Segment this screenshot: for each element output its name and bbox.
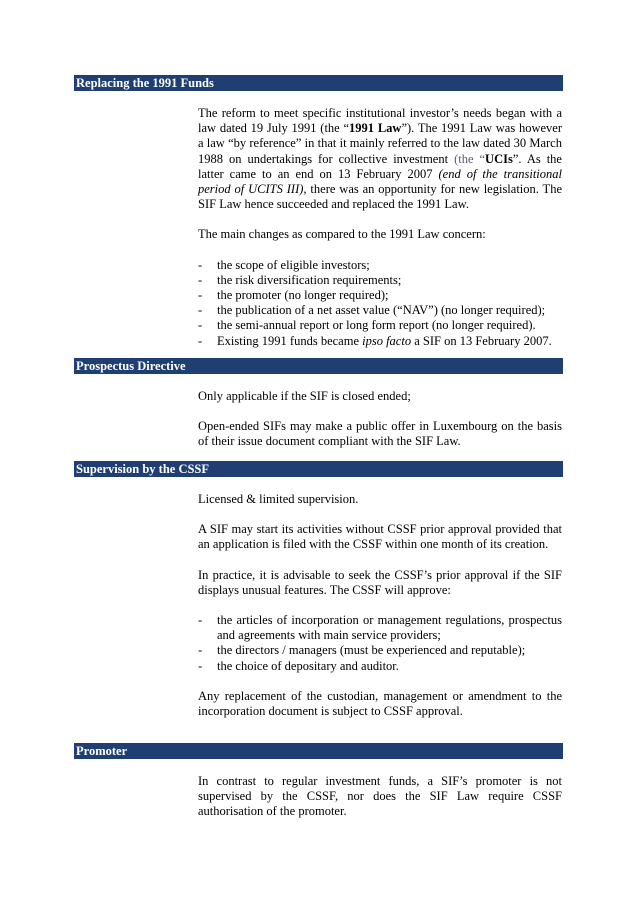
italic-note: (end of the transitional period of UCITS III) — [198, 166, 562, 197]
section-header-promoter: Promoter — [74, 743, 563, 759]
section-header-replacing-1991-funds: Replacing the 1991 Funds — [74, 75, 563, 91]
list-item: - the choice of depositary and auditor. — [198, 659, 562, 674]
section-body-promoter — [198, 774, 562, 820]
list-item: - the promoter (no longer required); — [198, 288, 562, 303]
text-run: (the “ — [454, 151, 486, 166]
list-item — [198, 334, 562, 349]
paragraph: Open-ended SIFs may make a public offer in Luxembourg on the basis of their issue document compliant with the SIF Law. — [198, 419, 562, 449]
list-item: - the directors / managers (must be experienced and reputable); — [198, 643, 562, 658]
paragraph: Only applicable if the SIF is closed ended; — [198, 389, 411, 403]
paragraph: A SIF may start its activities without CSSF prior approval provided that an application is filed with the CSSF within one month of its creation. — [198, 522, 562, 552]
list-item: - the scope of eligible investors; — [198, 258, 562, 273]
italic-term: ipso facto — [362, 333, 412, 348]
paragraph: Any replacement of the custodian, management or amendment to the incorporation document is subject to CSSF approval. — [198, 688, 562, 719]
paragraph-reform-intro — [198, 106, 562, 212]
section-header-supervision-cssf: Supervision by the CSSF — [74, 461, 563, 477]
section-header-prospectus-directive: Prospectus Directive — [74, 358, 563, 374]
text-run: Existing 1991 funds became — [217, 333, 363, 348]
bold-term-1991-law: 1991 Law — [349, 121, 402, 136]
list-item: - the articles of incorporation or management regulations, prospectus and agreements with main service providers; — [198, 613, 562, 643]
section-body-replacing-1991-funds — [198, 106, 562, 349]
list-item: - the publication of a net asset value (“NAV”) (no longer required); — [198, 303, 562, 318]
section-body-supervision-cssf — [198, 492, 562, 719]
section-body-prospectus-directive — [198, 389, 562, 450]
paragraph: In practice, it is advisable to seek the CSSF’s prior approval if the SIF displays unusual features. The CSSF will approve: — [198, 567, 562, 597]
list-item: - the semi-annual report or long form report (no longer required). — [198, 318, 562, 333]
list-item: - the risk diversification requirements; — [198, 273, 562, 288]
text-run: ”. As the latter came to an end on 13 February 2007 — [198, 151, 562, 181]
bold-term-ucis: UCIs — [485, 151, 513, 166]
paragraph-main-changes: The main changes as compared to the 1991 Law concern: — [198, 227, 486, 242]
paragraph: In contrast to regular investment funds, a SIF’s promoter is not supervised by the CSSF, nor does the SIF Law require CSSF authorisation of the promoter. — [198, 774, 562, 819]
text-run: , there was an opportunity for new legislation. The SIF Law hence succeeded and replaced the 1991 Law. — [198, 182, 562, 212]
list-main-changes — [198, 258, 562, 349]
text-run: ”). The 1991 Law was however a law “by reference” in that it mainly referred to the law dated 30 March 1988 on undertakings for collective investment — [198, 121, 563, 166]
paragraph: Licensed & limited supervision. — [198, 492, 359, 506]
list-cssf-approvals — [198, 613, 562, 674]
text-run: The reform to meet specific institutional investor’s needs began with a law dated 19 July 1991 (the “ — [198, 106, 562, 136]
text-run: a SIF on 13 February 2007. — [411, 333, 552, 348]
